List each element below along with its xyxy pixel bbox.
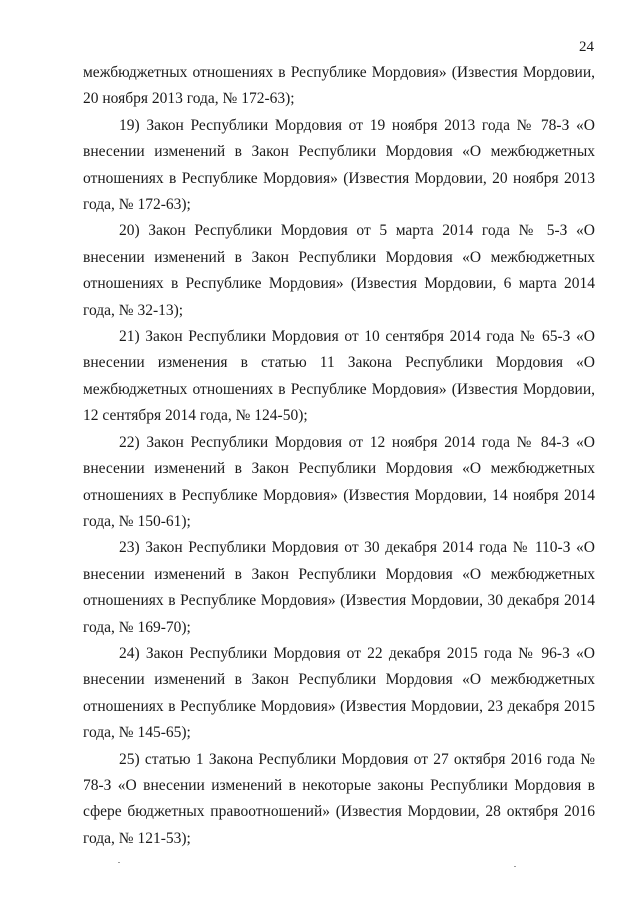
scan-speck	[514, 866, 516, 867]
text-line: № 78-З «О внесении изменений в некоторые законы Республики Мордовия в	[83, 750, 596, 794]
paragraph-p20	[83, 218, 595, 324]
text-line: отношениях в Республике Мордовия» (Известия Мордовии, 6 марта 2014	[83, 275, 595, 293]
text-line: межбюджетных отношениях в Республике Мордовия» (Известия Мордовии,	[83, 64, 595, 81]
text-line: отношениях в Республике Мордовия» (Известия Мордовии, 20 ноября	[83, 169, 559, 187]
scan-speck	[118, 862, 120, 863]
text-line: 2014 года, № 150-61);	[83, 486, 595, 530]
paragraph-p21	[83, 324, 595, 430]
text-line: 21) Закон Республики Мордовия от 10 сентября 2014 года № 65-З «О	[119, 328, 595, 346]
text-line: 23) Закон Республики Мордовия от 30 декабря 2014 года № 110-З «О	[119, 539, 595, 557]
text-line: 2014 года, № 169-70);	[83, 592, 595, 636]
text-line: 2016 года, № 121-53);	[83, 803, 595, 847]
text-line: 25) статью 1 Закона Республики Мордовия от 27 октября 2016 года	[119, 750, 575, 768]
text-line: внесении изменений в Закон Республики Мордовия «О межбюджетных	[83, 460, 595, 478]
text-line: года, № 32-13);	[83, 301, 184, 319]
text-line: отношениях в Республике Мордовия» (Известия Мордовии, 14 ноября	[83, 486, 559, 504]
text-line: 24) Закон Республики Мордовия от 22 декабря 2015 года № 96-З «О	[119, 644, 595, 662]
page-number: 24	[579, 39, 594, 55]
paragraph-p19	[83, 113, 595, 219]
text-line: внесении изменения в статью 11 Закона Республики Мордовия «О	[83, 354, 595, 372]
text-line: внесении изменений в Закон Республики Мордовия «О межбюджетных	[83, 565, 595, 583]
document-body	[83, 60, 595, 852]
text-line: межбюджетных отношениях в Республике Мордовия» (Известия Мордовии,	[83, 380, 595, 398]
text-line: внесении изменений в Закон Республики Мордовия «О межбюджетных	[83, 143, 595, 161]
text-line: 22) Закон Республики Мордовия от 12 ноября 2014 года № 84-З «О	[119, 433, 595, 451]
text-line: 20) Закон Республики Мордовия от 5 марта 2014 года № 5-З «О	[119, 222, 595, 240]
text-line: 2013 года, № 172-63);	[83, 169, 595, 214]
text-line: 19) Закон Республики Мордовия от 19 ноября 2013 года № 78-З «О	[119, 116, 595, 134]
paragraph-p22	[83, 430, 595, 536]
paragraph-p25	[83, 747, 595, 853]
text-line: 20 ноября 2013 года, № 172-63);	[83, 90, 295, 108]
text-line: отношениях в Республике Мордовия» (Известия Мордовии, 30 декабря	[83, 592, 560, 610]
paragraph-p24	[83, 641, 595, 747]
text-line: 2015 года, № 145-65);	[83, 697, 595, 742]
text-line: отношениях в Республике Мордовия» (Известия Мордовии, 23 декабря	[83, 697, 560, 715]
text-line: внесении изменений в Закон Республики Мордовия «О межбюджетных	[83, 248, 595, 266]
paragraph-p18-tail	[83, 60, 595, 113]
text-line: сфере бюджетных правоотношений» (Известия Мордовии, 28 октября	[83, 803, 559, 821]
text-line: внесении изменений в Закон Республики Мордовия «О межбюджетных	[83, 671, 595, 689]
text-line: 12 сентября 2014 года, № 124-50);	[83, 407, 308, 425]
paragraph-p23	[83, 535, 595, 641]
